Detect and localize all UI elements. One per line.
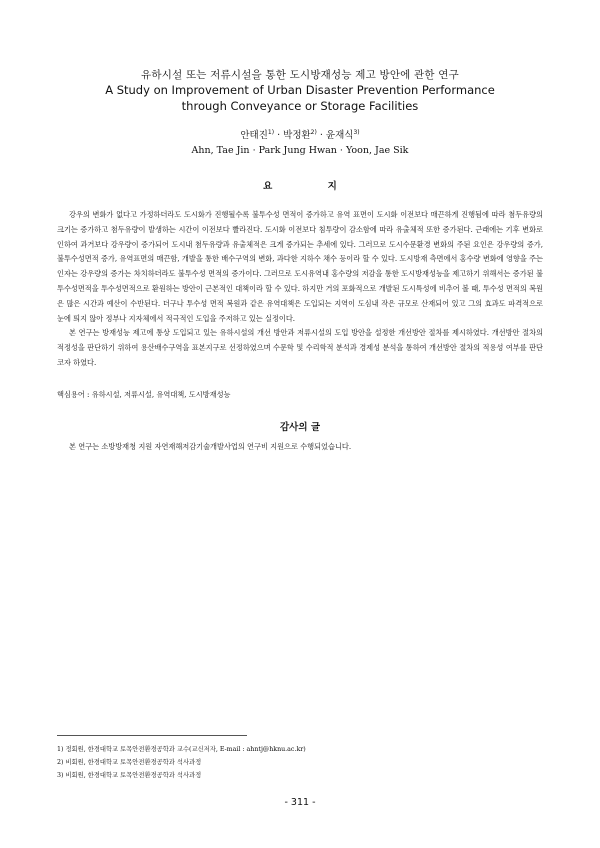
title-english-line-1: A Study on Improvement of Urban Disaster Prevention Performance <box>105 83 495 97</box>
title-korean: 유하시설 또는 저류시설을 통한 도시방재성능 제고 방안에 관한 연구 <box>141 69 459 81</box>
acknowledgement-heading: 감사의 글 <box>279 422 320 433</box>
title-english-line-2: through Conveyance or Storage Facilities <box>181 99 419 113</box>
author-footnote-mark: 2) <box>310 129 317 136</box>
abstract-body <box>57 208 543 371</box>
abstract-heading: 요 지 <box>263 181 363 192</box>
footnote-item: 3) 비회원, 한경대학교 토목안전환경공학과 석사과정 <box>57 772 202 780</box>
author-name: 안태진 <box>240 130 268 142</box>
author-footnote-mark: 3) <box>353 129 360 136</box>
footnote-item: 2) 비회원, 한경대학교 토목안전환경공학과 석사과정 <box>57 759 202 767</box>
authors-korean <box>0 126 600 142</box>
author-separator: · <box>274 130 284 142</box>
author-separator: · <box>316 130 326 142</box>
paper-title <box>0 68 600 114</box>
abstract-paragraph: 본 연구는 방재성능 제고에 통상 도입되고 있는 유하시설의 개선 방안과 저류시설의 도입 방안을 설정한 개선방안 절차를 제시하였다. 개선방안 절차의 적정성을 판단하기 위하여 용산배수구역을 표본지구로 선정하였으며 수문학 및 수리학적 분석과 경제성 분석을 통하여 개선방안 절차의 적용성 여부를 판단코자 하였다. <box>57 328 543 367</box>
author-block <box>0 126 600 157</box>
author-footnote-mark: 1) <box>267 129 275 136</box>
author-name: 윤재식 <box>325 130 354 142</box>
footnote-item: 1) 정회원, 한경대학교 토목안전환경공학과 교수(교신저자, E-mail : ahntj@hknu.ac.kr) <box>57 746 306 753</box>
footnote-divider <box>57 735 247 736</box>
keywords: 핵심용어 : 유하시설, 저류시설, 유역대책, 도시방재성능 <box>57 390 231 399</box>
abstract-paragraph: 강우의 변화가 없다고 가정하더라도 도시화가 진행될수록 불투수성 면적이 증가하고 유역 표면이 도시화 이전보다 매끈하게 진행됨에 따라 첨두유량의 크기는 증가하고 첨두유량이 발생하는 시간이 이전보다 빨라진다. 도시화 이전보다 침투량이 감소함에 따라 유출체적 또한 증가된다. 근래에는 기후 변화로 인하여 과거보다 강우량이 증가되어 도시내 첨두유량과 유출체적은 크게 증가되는 추세에 있다. 그러므로 도시수문환경 변화의 주된 요인은 강우량의 증가, 불투수성면적 증가, 유역표면의 매끈함, 개발을 통한 배수구역의 변화, 과다한 지하수 채수 등이라 할 수 있다. 도시방재 측면에서 홍수량 변화에 영향을 주는 인자는 강우량의 증가는 차치하더라도 불투수성 면적의 증가이다. 그러므로 도시유역내 홍수량의 저감을 통한 도시방재성능을 제고하기 위해서는 증가된 불투수성면적을 투수성면적으로 환원하는 방안이 근본적인 대책이라 할 수 있다. 하지만 거의 포화적으로 개발된 도시특성에 비추어 볼 때, 투수성 면적의 복원은 많은 시간과 예산이 수반된다. 더구나 투수성 면적 복원과 같은 유역대책은 도입되는 지역이 도심내 작은 규모로 산재되어 있고 그의 효과도 파격적으로 눈에 띄지 않아 정부나 지자체에서 적극적인 도입을 주저하고 있는 실정이다. <box>57 210 543 323</box>
acknowledgement-body <box>57 441 543 453</box>
page-number: - 311 - <box>284 797 316 808</box>
authors-english: Ahn, Tae Jin · Park Jung Hwan · Yoon, Jae Sik <box>191 145 409 157</box>
footnotes <box>57 743 543 783</box>
acknowledgement-text: 본 연구는 소방방재청 지원 자연재해저감기술개발사업의 연구비 지원으로 수행되었습니다. <box>69 442 352 451</box>
author-name: 박정환 <box>283 130 311 142</box>
